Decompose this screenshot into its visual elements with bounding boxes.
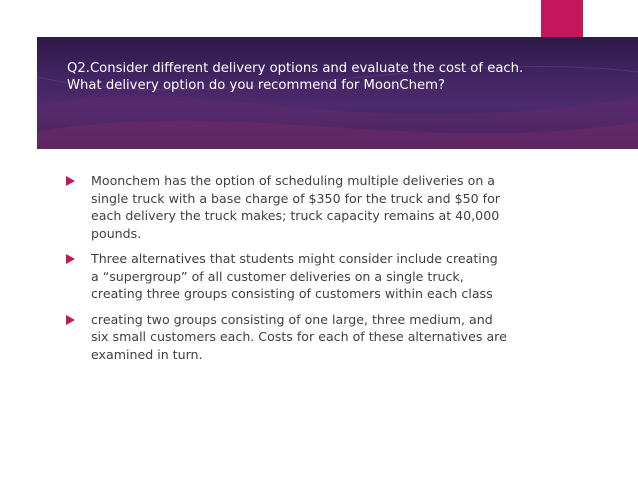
title-line-1: Q2.Consider different delivery options and evaluate the cost of each.: [67, 61, 524, 76]
bullet-item-1: [66, 172, 506, 242]
title-banner: [37, 37, 638, 149]
bullet-3-line-2: six small customers each. Costs for each of these alternatives are: [91, 329, 507, 344]
triangle-bullet-icon: [66, 254, 75, 264]
bullet-item-2: [66, 250, 506, 303]
bullet-1-line-3: each delivery the truck makes; truck capacity remains at 40,000: [91, 208, 500, 223]
bullet-2-line-2: a “supergroup” of all customer deliveries on a single truck,: [91, 268, 464, 284]
bullet-list: [66, 172, 506, 371]
bullet-1-line-2: single truck with a base charge of $350 for the truck and $50 for: [91, 190, 500, 206]
bullet-item-3: [66, 311, 506, 364]
triangle-bullet-icon: [66, 176, 75, 186]
bullet-1-line-1: Moonchem has the option of scheduling multiple deliveries on a: [91, 173, 496, 188]
title-line-2: What delivery option do you recommend for MoonChem?: [67, 78, 445, 93]
triangle-bullet-icon: [66, 315, 75, 325]
bullet-2-line-1: Three alternatives that students might consider include creating: [91, 251, 498, 266]
bullet-2-line-3: creating three groups consisting of customers within each class: [91, 286, 493, 301]
bullet-1-line-4: pounds.: [91, 225, 142, 241]
slide-title: [67, 60, 607, 94]
bullet-3-line-1: creating two groups consisting of one large, three medium, and: [91, 311, 493, 327]
bullet-3-line-3: examined in turn.: [91, 346, 203, 362]
